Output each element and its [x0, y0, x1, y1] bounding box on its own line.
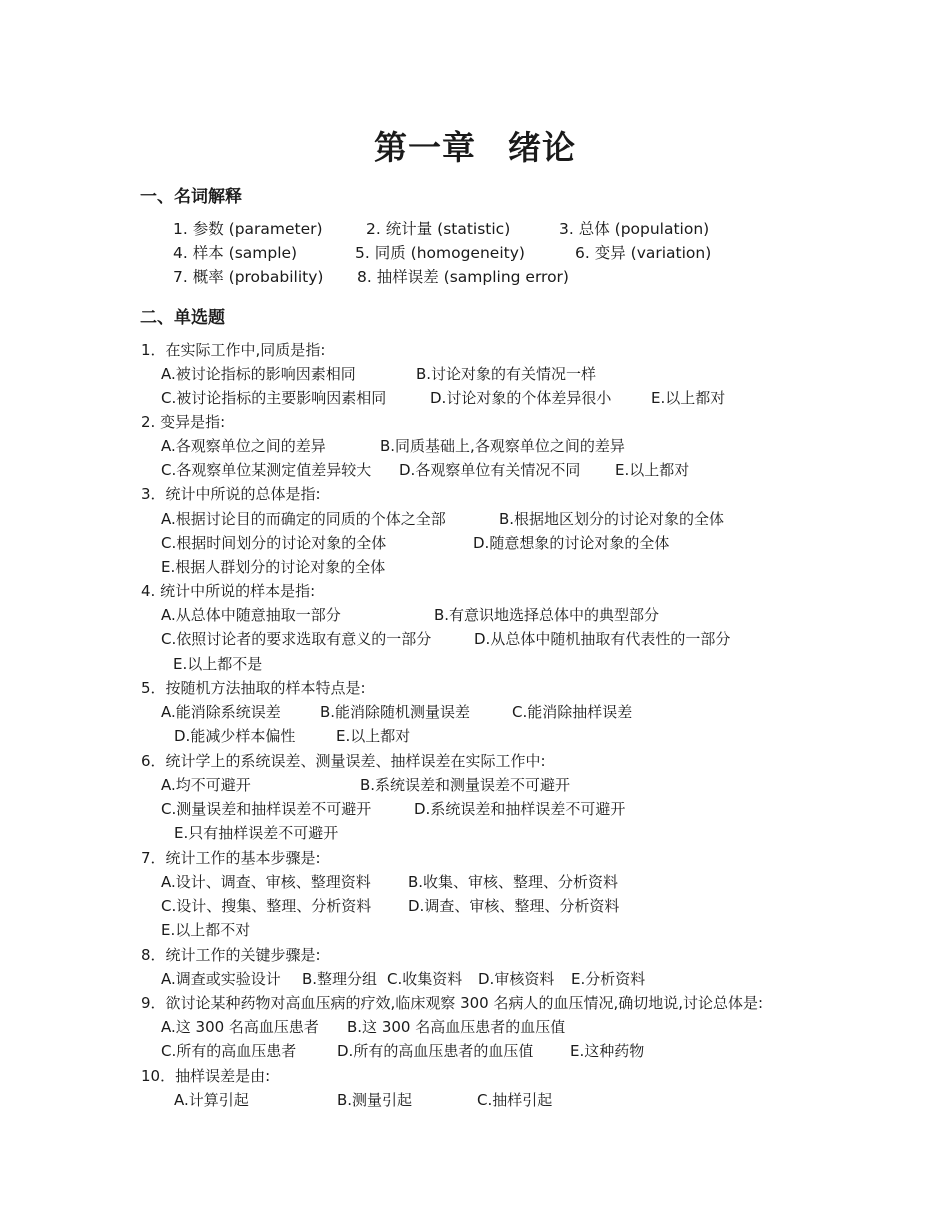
question-option: A.被讨论指标的影响因素相同 [161, 365, 356, 383]
question-stem: 2. 变异是指: [141, 413, 226, 431]
question-option: E.只有抽样误差不可避开 [174, 824, 339, 842]
question-option: C.各观察单位某测定值差异较大 [161, 461, 372, 479]
question-option: A.设计、调查、审核、整理资料 [161, 873, 371, 891]
question-option: A.从总体中随意抽取一部分 [161, 606, 341, 624]
chapter-number: 第一章 [374, 128, 476, 167]
chapter-name: 绪论 [508, 128, 576, 167]
question-option: E.以上都不对 [161, 921, 251, 939]
section-heading-definitions: 一、名词解释 [140, 187, 242, 207]
question-stem: 6．统计学上的系统误差、测量误差、抽样误差在实际工作中: [141, 752, 546, 770]
question-stem: 1．在实际工作中,同质是指: [141, 341, 326, 359]
question-option: E.这种药物 [570, 1042, 645, 1060]
question-option: C.设计、搜集、整理、分析资料 [161, 897, 372, 915]
term-item: 5. 同质 (homogeneity) [355, 244, 525, 262]
question-option: C.能消除抽样误差 [512, 703, 633, 721]
question-option: D.能减少样本偏性 [174, 727, 296, 745]
question-option: B.同质基础上,各观察单位之间的差异 [380, 437, 625, 455]
chapter-title [0, 122, 950, 169]
question-option: A.能消除系统误差 [161, 703, 281, 721]
question-option: B.能消除随机测量误差 [320, 703, 471, 721]
term-item: 6. 变异 (variation) [575, 244, 712, 262]
question-option: E.以上都不是 [173, 655, 263, 673]
question-stem: 5．按随机方法抽取的样本特点是: [141, 679, 366, 697]
question-option: A.各观察单位之间的差异 [161, 437, 326, 455]
question-option: A.根据讨论目的而确定的同质的个体之全部 [161, 510, 446, 528]
question-stem: 8．统计工作的关键步骤是: [141, 946, 321, 964]
question-option: E.根据人群划分的讨论对象的全体 [161, 558, 386, 576]
question-option: D.各观察单位有关情况不同 [399, 461, 581, 479]
question-option: A.均不可避开 [161, 776, 251, 794]
question-option: C.依照讨论者的要求选取有意义的一部分 [161, 630, 432, 648]
question-option: B.根据地区划分的讨论对象的全体 [499, 510, 725, 528]
question-option: D.系统误差和抽样误差不可避开 [414, 800, 626, 818]
question-stem: 4. 统计中所说的样本是指: [141, 582, 316, 600]
question-option: D.审核资料 [478, 970, 555, 988]
term-item: 4. 样本 (sample) [173, 244, 298, 262]
question-option: C.根据时间划分的讨论对象的全体 [161, 534, 387, 552]
question-option: B.讨论对象的有关情况一样 [416, 365, 597, 383]
question-stem: 3．统计中所说的总体是指: [141, 485, 321, 503]
question-option: B.系统误差和测量误差不可避开 [360, 776, 571, 794]
question-stem: 9．欲讨论某种药物对高血压病的疗效,临床观察 300 名病人的血压情况,确切地说,讨论总体是: [141, 994, 764, 1012]
question-option: A.调查或实验设计 [161, 970, 281, 988]
question-stem: 7．统计工作的基本步骤是: [141, 849, 321, 867]
question-option: D.随意想象的讨论对象的全体 [473, 534, 670, 552]
question-option: D.所有的高血压患者的血压值 [337, 1042, 534, 1060]
question-option: E.以上都对 [615, 461, 690, 479]
question-option: D.讨论对象的个体差异很小 [430, 389, 612, 407]
question-option: B.整理分组 [302, 970, 378, 988]
term-item: 8. 抽样误差 (sampling error) [357, 268, 569, 286]
question-option: B.测量引起 [337, 1091, 413, 1109]
question-stem: 10．抽样误差是由: [141, 1067, 271, 1085]
question-option: C.抽样引起 [477, 1091, 553, 1109]
question-option: A.计算引起 [174, 1091, 249, 1109]
question-option: B.有意识地选择总体中的典型部分 [434, 606, 660, 624]
question-option: C.所有的高血压患者 [161, 1042, 297, 1060]
question-option: C.收集资料 [387, 970, 463, 988]
question-option: C.测量误差和抽样误差不可避开 [161, 800, 372, 818]
question-option: B.收集、审核、整理、分析资料 [408, 873, 619, 891]
question-option: D.从总体中随机抽取有代表性的一部分 [474, 630, 731, 648]
section-heading-single-choice: 二、单选题 [140, 308, 225, 328]
question-option: B.这 300 名高血压患者的血压值 [347, 1018, 566, 1036]
question-option: C.被讨论指标的主要影响因素相同 [161, 389, 387, 407]
question-option: E.分析资料 [571, 970, 646, 988]
term-item: 2. 统计量 (statistic) [366, 220, 511, 238]
term-item: 1. 参数 (parameter) [173, 220, 323, 238]
term-item: 7. 概率 (probability) [173, 268, 324, 286]
question-option: D.调查、审核、整理、分析资料 [408, 897, 620, 915]
question-option: E.以上都对 [651, 389, 726, 407]
term-item: 3. 总体 (population) [559, 220, 710, 238]
question-option: A.这 300 名高血压患者 [161, 1018, 319, 1036]
question-option: E.以上都对 [336, 727, 411, 745]
